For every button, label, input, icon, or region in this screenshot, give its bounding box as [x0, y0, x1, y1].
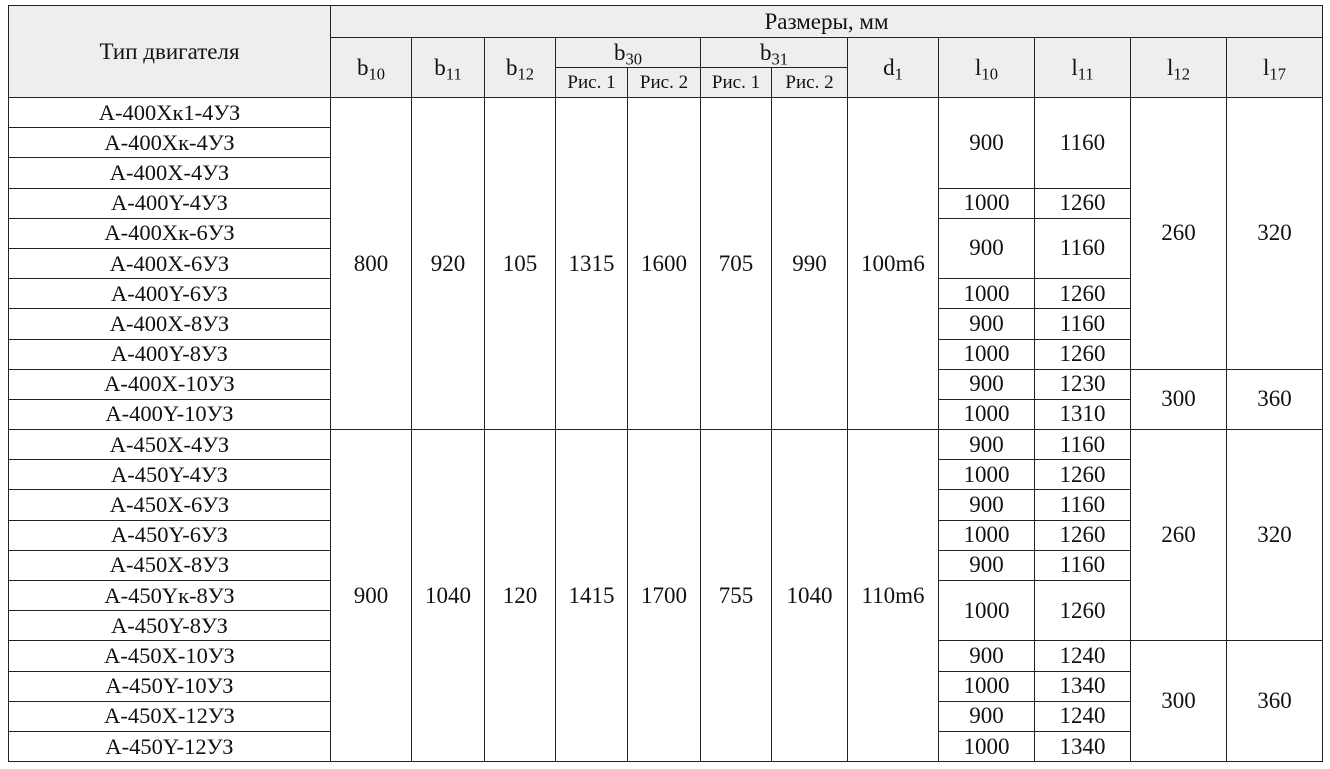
l10-cell: 1000	[939, 339, 1035, 369]
table-container	[8, 5, 1323, 762]
b31-fig1-cell: 755	[701, 430, 772, 762]
engine-type-cell: А-400Х-8УЗ	[9, 309, 331, 339]
l11-cell: 1260	[1035, 520, 1131, 550]
l12-cell: 260	[1131, 430, 1227, 641]
engine-type-cell: А-450Y-6УЗ	[9, 520, 331, 550]
header-d1: $d_1$	[848, 38, 939, 98]
l12-cell: 260	[1131, 98, 1227, 370]
l10-cell: 1000	[939, 460, 1035, 490]
l17-cell: 360	[1227, 641, 1323, 762]
header-b31-fig1: Рис. 1	[701, 68, 772, 98]
engine-type-cell: А-450Х-12УЗ	[9, 701, 331, 731]
b11-cell: 920	[412, 98, 485, 430]
l10-cell: 900	[939, 490, 1035, 520]
engine-type-cell: А-450Х-8УЗ	[9, 550, 331, 580]
l11-cell: 1310	[1035, 399, 1131, 429]
l11-cell: 1160	[1035, 550, 1131, 580]
l12-cell: 300	[1131, 369, 1227, 429]
engine-type-cell: А-400Хк-6УЗ	[9, 218, 331, 248]
table-row	[9, 98, 1323, 128]
l10-cell: 900	[939, 369, 1035, 399]
l10-cell: 900	[939, 218, 1035, 278]
l12-cell: 300	[1131, 641, 1227, 762]
header-b30-fig1: Рис. 1	[556, 68, 628, 98]
l11-cell: 1160	[1035, 98, 1131, 189]
l10-cell: 900	[939, 550, 1035, 580]
header-b10: $b_{10}$	[331, 38, 412, 98]
engine-type-cell: А-400Y-8УЗ	[9, 339, 331, 369]
l10-cell: 900	[939, 701, 1035, 731]
b31-fig2-cell: 1040	[772, 430, 848, 762]
l11-cell: 1160	[1035, 309, 1131, 339]
l10-cell: 900	[939, 98, 1035, 189]
engine-type-cell: А-400Х-4УЗ	[9, 158, 331, 188]
header-engine-type: Тип двигателя	[9, 6, 331, 98]
engine-type-cell: А-400Y-6УЗ	[9, 279, 331, 309]
b31-fig1-cell: 705	[701, 98, 772, 430]
b12-cell: 105	[485, 98, 556, 430]
engine-type-cell: А-450Yк-8УЗ	[9, 581, 331, 611]
l11-cell: 1260	[1035, 188, 1131, 218]
l11-cell: 1260	[1035, 460, 1131, 490]
engine-type-cell: А-400Хк-4УЗ	[9, 128, 331, 158]
engine-type-cell: А-400Х-10УЗ	[9, 369, 331, 399]
l11-cell: 1260	[1035, 581, 1131, 641]
l10-cell: 1000	[939, 188, 1035, 218]
engine-type-cell: А-450Х-6УЗ	[9, 490, 331, 520]
l11-cell: 1160	[1035, 430, 1131, 460]
header-l11: $l_{11}$	[1035, 38, 1131, 98]
l10-cell: 1000	[939, 581, 1035, 641]
header-dimensions: Размеры, мм	[331, 6, 1323, 38]
engine-type-cell: А-400Y-4УЗ	[9, 188, 331, 218]
b10-cell: 800	[331, 98, 412, 430]
header-b30-fig2: Рис. 2	[628, 68, 701, 98]
header-l17: $l_{17}$	[1227, 38, 1323, 98]
engine-type-cell: А-450Y-4УЗ	[9, 460, 331, 490]
l10-cell: 1000	[939, 671, 1035, 701]
engine-type-cell: А-400Y-10УЗ	[9, 399, 331, 429]
l11-cell: 1340	[1035, 671, 1131, 701]
engine-dimensions-table	[8, 5, 1323, 762]
l11-cell: 1240	[1035, 701, 1131, 731]
l17-cell: 360	[1227, 369, 1323, 429]
b12-cell: 120	[485, 430, 556, 762]
l11-cell: 1230	[1035, 369, 1131, 399]
l11-cell: 1340	[1035, 731, 1131, 761]
table-row	[9, 430, 1323, 460]
l17-cell: 320	[1227, 98, 1323, 370]
l11-cell: 1260	[1035, 339, 1131, 369]
l11-cell: 1260	[1035, 279, 1131, 309]
b30-fig2-cell: 1600	[628, 98, 701, 430]
l11-cell: 1240	[1035, 641, 1131, 671]
l10-cell: 900	[939, 430, 1035, 460]
l10-cell: 1000	[939, 520, 1035, 550]
engine-type-cell: А-450Х-10УЗ	[9, 641, 331, 671]
b30-fig1-cell: 1315	[556, 98, 628, 430]
engine-type-cell: А-450Y-10УЗ	[9, 671, 331, 701]
d1-cell: 110m6	[848, 430, 939, 762]
header-b11: $b_{11}$	[412, 38, 485, 98]
engine-type-cell: А-450Y-12УЗ	[9, 731, 331, 761]
b31-fig2-cell: 990	[772, 98, 848, 430]
b30-fig1-cell: 1415	[556, 430, 628, 762]
l11-cell: 1160	[1035, 490, 1131, 520]
b11-cell: 1040	[412, 430, 485, 762]
b30-fig2-cell: 1700	[628, 430, 701, 762]
d1-cell: 100m6	[848, 98, 939, 430]
header-b12: $b_{12}$	[485, 38, 556, 98]
header-l10: $l_{10}$	[939, 38, 1035, 98]
header-b30: $b_{30}$	[556, 38, 701, 68]
header-l12: $l_{12}$	[1131, 38, 1227, 98]
l11-cell: 1160	[1035, 218, 1131, 278]
engine-type-cell: А-400Хк1-4УЗ	[9, 98, 331, 128]
engine-type-cell: А-450Y-8УЗ	[9, 611, 331, 641]
l10-cell: 1000	[939, 279, 1035, 309]
l10-cell: 1000	[939, 399, 1035, 429]
l10-cell: 900	[939, 641, 1035, 671]
l10-cell: 900	[939, 309, 1035, 339]
b10-cell: 900	[331, 430, 412, 762]
engine-type-cell: А-400Х-6УЗ	[9, 248, 331, 278]
header-b31: $b_{31}$	[701, 38, 848, 68]
l17-cell: 320	[1227, 430, 1323, 641]
l10-cell: 1000	[939, 731, 1035, 761]
engine-type-cell: А-450Х-4УЗ	[9, 430, 331, 460]
header-b31-fig2: Рис. 2	[772, 68, 848, 98]
